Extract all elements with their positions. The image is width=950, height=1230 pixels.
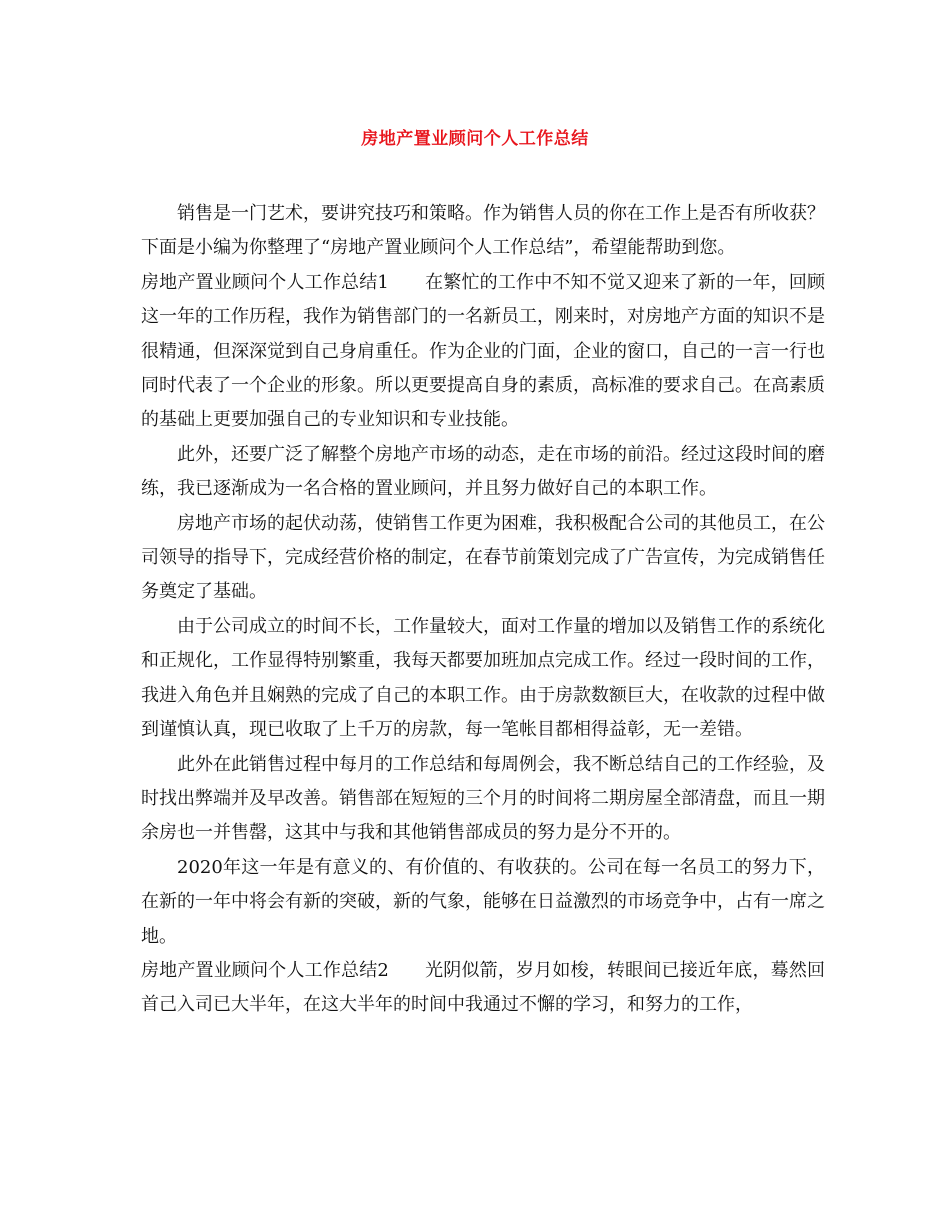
document-title: 房地产置业顾问个人工作总结	[361, 129, 589, 149]
section-2-paragraph	[141, 954, 825, 1023]
body-paragraph: 此外在此销售过程中每月的工作总结和每周例会，我不断总结自己的工作经验，及时找出弊端并及早改善。销售部在短短的三个月的时间将二期房屋全部清盘，而且一期余房也一并售罄，这其中与我和其他销售部成员的努力是分不开的。	[141, 753, 825, 844]
section-1-heading: 房地产置业顾问个人工作总结1	[141, 271, 389, 293]
section-1-paragraph	[141, 266, 825, 438]
body-paragraph: 2020年这一年是有意义的、有价值的、有收获的。公司在每一名员工的努力下，在新的一年中将会有新的突破，新的气象，能够在日益激烈的市场竞争中，占有一席之地。	[141, 856, 825, 947]
section-2-heading: 房地产置业顾问个人工作总结2	[141, 959, 389, 981]
section-2-text: 光阴似箭，岁月如梭，转眼间已接近年底，蓦然回首己入司已大半年，在这大半年的时间中我通过不懈的学习，和努力的工作，	[141, 959, 826, 1016]
section-1-text: 在繁忙的工作中不知不觉又迎来了新的一年，回顾这一年的工作历程，我作为销售部门的一名新员工，刚来时，对房地产方面的知识不是很精通，但深深觉到自己身肩重任。作为企业的门面，企业的窗口，自己的一言一行也同时代表了一个企业的形象。所以更要提高自身的素质，高标准的要求自己。在高素质的基础上更要加强自己的专业知识和专业技能。	[141, 271, 826, 431]
body-paragraph: 房地产市场的起伏动荡，使销售工作更为困难，我积极配合公司的其他员工，在公司领导的指导下，完成经营价格的制定，在春节前策划完成了广告宣传，为完成销售任务奠定了基础。	[141, 512, 825, 603]
intro-paragraph: 销售是一门艺术，要讲究技巧和策略。作为销售人员的你在工作上是否有所收获？下面是小编为你整理了“房地产置业顾问个人工作总结”，希望能帮助到您。	[141, 203, 825, 259]
body-paragraph: 由于公司成立的时间不长，工作量较大，面对工作量的增加以及销售工作的系统化和正规化，工作显得特别繁重，我每天都要加班加点完成工作。经过一段时间的工作，我进入角色并且娴熟的完成了自己的本职工作。由于房款数额巨大，在收款的过程中做到谨慎认真，现已收取了上千万的房款，每一笔帐目都相得益彰，无一差错。	[141, 615, 825, 741]
body-paragraph: 此外，还要广泛了解整个房地产市场的动态，走在市场的前沿。经过这段时间的磨练，我已逐渐成为一名合格的置业顾问，并且努力做好自己的本职工作。	[141, 443, 825, 500]
document-body	[141, 197, 825, 1023]
